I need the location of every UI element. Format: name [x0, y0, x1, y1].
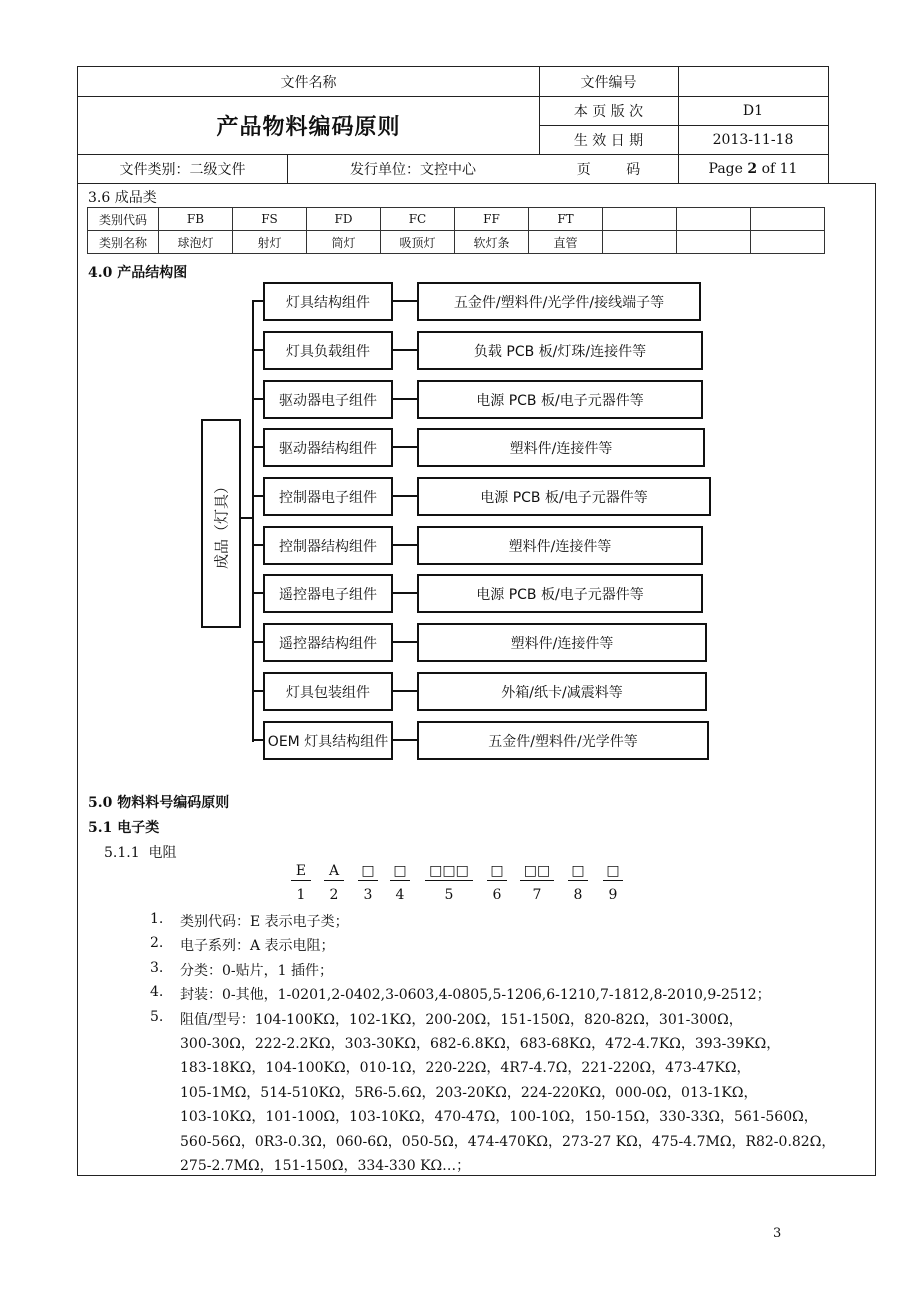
component-box: 灯具包装组件	[263, 672, 393, 711]
code-position-number: 2	[329, 887, 339, 903]
table-cell	[751, 231, 825, 254]
section-4-0-heading: 4.0 产品结构图	[88, 265, 188, 281]
row-label-code: 类别代码	[88, 208, 159, 231]
table-cell: 直管	[529, 231, 603, 254]
list-number: 4.	[150, 984, 164, 1000]
component-detail-box: 五金件/塑料件/光学件等	[417, 721, 709, 760]
component-box: 控制器电子组件	[263, 477, 393, 516]
category-code-row	[88, 208, 825, 231]
component-box: 灯具结构组件	[263, 282, 393, 321]
section-5-1-heading: 5.1 电子类	[88, 820, 160, 836]
table-cell	[751, 208, 825, 231]
component-detail-box: 电源 PCB 板/电子元器件等	[417, 477, 711, 516]
list-continuation-line: 300-30Ω，222-2.2KΩ，303-30KΩ，682-6.8KΩ，683-68KΩ，472-4.7KΩ，393-39KΩ，	[180, 1036, 781, 1052]
list-continuation-line: 103-10KΩ，101-100Ω，103-10KΩ，470-47Ω，100-10Ω，150-15Ω，330-33Ω，561-560Ω，	[180, 1109, 818, 1126]
code-position-symbol: □	[358, 862, 378, 881]
component-detail-box: 塑料件/连接件等	[417, 526, 703, 565]
component-box: 遥控器电子组件	[263, 574, 393, 613]
connector-line	[393, 739, 418, 741]
structure-root-box	[201, 419, 241, 628]
list-continuation-line: 105-1MΩ，514-510KΩ，5R6-5.6Ω，203-20KΩ，224-220KΩ，000-0Ω，013-1KΩ，	[180, 1084, 758, 1101]
component-detail-box: 外箱/纸卡/减震料等	[417, 672, 707, 711]
table-cell: FS	[233, 208, 307, 231]
effective-date-label: 生 效 日 期	[573, 132, 644, 149]
connector-line	[393, 690, 418, 692]
row-label-name: 类别名称	[88, 231, 159, 254]
page-prefix: Page	[708, 160, 748, 177]
file-category: 文件类别：二级文件	[119, 161, 246, 178]
table-cell: 吸顶灯	[381, 231, 455, 254]
component-detail-box: 电源 PCB 板/电子元器件等	[417, 380, 703, 419]
code-position-symbol: □	[568, 862, 588, 881]
code-position-symbol: □□□	[425, 862, 473, 881]
list-text: 电子系列：A 表示电阻；	[180, 938, 335, 954]
component-box: 驱动器电子组件	[263, 380, 393, 419]
code-position-symbol: □	[390, 862, 410, 881]
list-number: 1.	[150, 911, 164, 927]
page-total: of 11	[757, 160, 798, 177]
table-cell: 筒灯	[307, 231, 381, 254]
file-no-label: 文件编号	[580, 74, 637, 91]
list-text: 阻值/型号：104-100KΩ，102-1KΩ，200-20Ω，151-150Ω，820-82Ω，301-300Ω，	[180, 1012, 743, 1028]
page-label: 页 码	[576, 161, 641, 178]
table-cell: FD	[307, 208, 381, 231]
version-label: 本 页 版 次	[573, 103, 644, 120]
list-continuation-line: 275-2.7MΩ，151-150Ω，334-330 KΩ…；	[180, 1158, 471, 1174]
structure-trunk-line	[252, 300, 254, 742]
component-box: 驱动器结构组件	[263, 428, 393, 467]
page-number: 3	[773, 1226, 782, 1241]
connector-line	[393, 446, 418, 448]
code-position-number: 8	[573, 887, 583, 903]
connector-line	[393, 592, 418, 594]
page-indicator	[678, 154, 828, 183]
component-box: 灯具负载组件	[263, 331, 393, 370]
code-position-symbol: E	[291, 862, 311, 881]
issuing-unit: 发行单位：文控中心	[350, 161, 476, 178]
document-title: 产品物料编码原则	[216, 114, 401, 140]
code-position-number: 1	[296, 887, 306, 903]
table-cell: 软灯条	[455, 231, 529, 254]
effective-date-value: 2013-11-18	[712, 131, 794, 148]
list-continuation-line: 183-18KΩ，104-100KΩ，010-1Ω，220-22Ω，4R7-4.7Ω，221-220Ω，473-47KΩ，	[180, 1060, 751, 1077]
list-number: 2.	[150, 935, 164, 951]
section-3-6-heading: 3.6 成品类	[88, 190, 157, 206]
list-text: 封装：0-其他，1-0201,2-0402,3-0603,4-0805,5-1206,6-1210,7-1812,8-2010,9-2512；	[180, 987, 771, 1003]
file-no-value	[678, 67, 828, 96]
code-position-number: 5	[444, 887, 454, 903]
page-current: 2	[747, 160, 758, 177]
table-cell: FC	[381, 208, 455, 231]
component-box: 遥控器结构组件	[263, 623, 393, 662]
connector-line	[393, 300, 418, 302]
table-cell: FF	[455, 208, 529, 231]
table-cell	[677, 231, 751, 254]
code-position-number: 9	[608, 887, 618, 903]
component-box: OEM 灯具结构组件	[263, 721, 393, 760]
component-box: 控制器结构组件	[263, 526, 393, 565]
table-cell: 射灯	[233, 231, 307, 254]
list-text: 分类：0-贴片，1 插件；	[180, 963, 333, 979]
connector-line	[393, 641, 418, 643]
table-cell	[603, 208, 677, 231]
category-name-row	[88, 231, 825, 254]
connector-line	[393, 495, 418, 497]
code-position-number: 6	[492, 887, 502, 903]
file-name-label: 文件名称	[280, 74, 337, 91]
connector-line	[393, 349, 418, 351]
list-text: 类别代码：E 表示电子类；	[180, 914, 349, 930]
section-5-0-heading: 5.0 物料料号编码原则	[88, 795, 230, 811]
code-position-symbol: □	[603, 862, 623, 881]
connector-line	[393, 544, 418, 546]
component-detail-box: 五金件/塑料件/光学件/接线端子等	[417, 282, 701, 321]
table-cell: FB	[159, 208, 233, 231]
code-position-number: 4	[395, 887, 405, 903]
document-header	[77, 66, 829, 184]
list-continuation-line: 560-56Ω，0R3-0.3Ω，060-6Ω，050-5Ω，474-470KΩ，273-27 KΩ，475-4.7MΩ，R82-0.82Ω，	[180, 1133, 836, 1150]
code-position-symbol: □□	[520, 862, 554, 881]
list-number: 5.	[150, 1009, 164, 1025]
finished-goods-category-table	[87, 207, 825, 254]
table-cell: 球泡灯	[159, 231, 233, 254]
connector-line	[393, 398, 418, 400]
component-detail-box: 塑料件/连接件等	[417, 428, 705, 467]
version-value: D1	[742, 102, 764, 119]
table-cell	[603, 231, 677, 254]
table-cell	[677, 208, 751, 231]
structure-root-label: 成品（灯具）	[212, 478, 231, 569]
component-detail-box: 电源 PCB 板/电子元器件等	[417, 574, 703, 613]
code-position-symbol: A	[324, 862, 344, 881]
code-position-symbol: □	[487, 862, 507, 881]
section-5-1-1-heading: 5.1.1 电阻	[104, 845, 177, 861]
list-number: 3.	[150, 960, 164, 976]
component-detail-box: 塑料件/连接件等	[417, 623, 707, 662]
code-position-number: 7	[532, 887, 542, 903]
table-cell: FT	[529, 208, 603, 231]
code-position-number: 3	[363, 887, 373, 903]
component-detail-box: 负载 PCB 板/灯珠/连接件等	[417, 331, 703, 370]
